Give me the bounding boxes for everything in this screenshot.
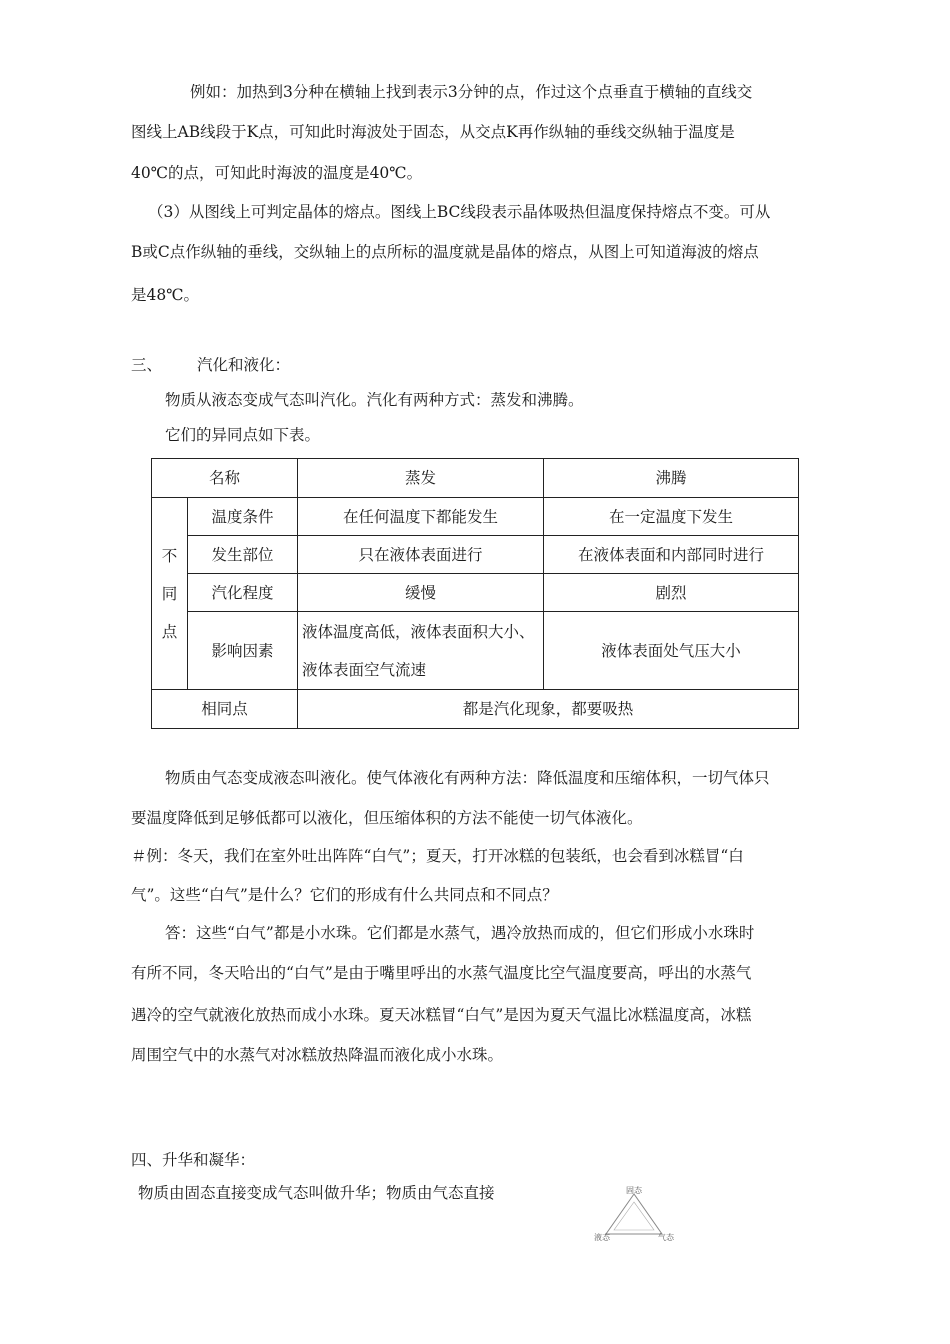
cell-boiling: 液体表面处气压大小 <box>544 612 799 690</box>
answer-line-4: 周围空气中的水蒸气对冰糕放热降温而液化成小水珠。 <box>131 1046 504 1064</box>
header-evaporation: 蒸发 <box>298 459 544 498</box>
cell-evaporation: 液体温度高低，液体表面积大小、液体表面空气流速 <box>298 612 544 690</box>
diagram-label-solid: 固态 <box>626 1186 642 1195</box>
table-row <box>152 612 799 690</box>
example-paragraph-line-3: 40℃的点，可知此时海波的温度是40℃。 <box>131 164 423 182</box>
diagram-label-gas: 气态 <box>658 1233 674 1242</box>
cell-evaporation: 只在液体表面进行 <box>298 536 544 574</box>
row-label-temperature: 温度条件 <box>188 498 298 536</box>
section3-number: 三、 <box>131 356 163 374</box>
same-label: 相同点 <box>152 690 298 729</box>
same-value: 都是汽化现象，都要吸热 <box>298 690 799 729</box>
comparison-table <box>151 458 799 729</box>
diff-label-char: 点 <box>161 622 178 641</box>
table-row <box>152 536 799 574</box>
table-row <box>152 498 799 536</box>
section3-intro-line-1: 物质从液态变成气态叫汽化。汽化有两种方式：蒸发和沸腾。 <box>165 391 584 409</box>
cell-boiling: 剧烈 <box>544 574 799 612</box>
section3-intro-line-2: 它们的异同点如下表。 <box>165 426 321 444</box>
example-paragraph-line-1: 例如：加热到3分种在横轴上找到表示3分钟的点，作过这个点垂直于横轴的直线交 <box>190 83 753 101</box>
example-question-line-2: 气”。这些“白气”是什么？它们的形成有什么共同点和不同点？ <box>131 886 558 904</box>
answer-line-3: 遇冷的空气就液化放热而成小水珠。夏天冰糕冒“白气”是因为夏天气温比冰糕温度高，冰糕 <box>131 1006 752 1024</box>
row-label-factors: 影响因素 <box>188 612 298 690</box>
diagram-label-liquid: 液态 <box>594 1233 610 1242</box>
cell-boiling: 在液体表面和内部同时进行 <box>544 536 799 574</box>
section3-title: 汽化和液化： <box>197 356 291 374</box>
melting-paragraph-line-1: （3）从图线上可判定晶体的熔点。图线上BC线段表示晶体吸热但温度保持熔点不变。可从 <box>148 203 771 221</box>
header-name: 名称 <box>152 459 298 498</box>
table-row-same <box>152 690 799 729</box>
diff-label-cell <box>152 498 188 690</box>
inner-triangle-shape <box>614 1202 654 1230</box>
cell-evaporation: 在任何温度下都能发生 <box>298 498 544 536</box>
melting-paragraph-line-3: 是48℃。 <box>131 286 200 304</box>
section4-line-1: 物质由固态直接变成气态叫做升华；物质由气态直接 <box>138 1184 495 1202</box>
phase-change-diagram <box>596 1184 672 1244</box>
example-paragraph-line-2: 图线上AB线段于K点，可知此时海波处于固态，从交点K再作纵轴的垂线交纵轴于温度是 <box>131 123 735 141</box>
diff-label-char: 同 <box>161 584 178 603</box>
row-label-location: 发生部位 <box>188 536 298 574</box>
answer-line-1: 答：这些“白气”都是小水珠。它们都是水蒸气，遇冷放热而成的，但它们形成小水珠时 <box>165 924 755 942</box>
melting-paragraph-line-2: B或C点作纵轴的垂线，交纵轴上的点所标的温度就是晶体的熔点，从图上可知道海波的熔点 <box>131 243 759 261</box>
section4-title: 四、升华和凝华： <box>131 1151 256 1169</box>
table-row <box>152 574 799 612</box>
example-question-line-1: ＃例：冬天，我们在室外吐出阵阵“白气”；夏天，打开冰糕的包装纸，也会看到冰糕冒“白 <box>131 847 744 865</box>
cell-boiling: 在一定温度下发生 <box>544 498 799 536</box>
row-label-intensity: 汽化程度 <box>188 574 298 612</box>
diff-label-char: 不 <box>161 546 178 565</box>
table-header-row <box>152 459 799 498</box>
answer-line-2: 有所不同，冬天哈出的“白气”是由于嘴里呼出的水蒸气温度比空气温度要高，呼出的水蒸气 <box>131 964 752 982</box>
header-boiling: 沸腾 <box>544 459 799 498</box>
liquefaction-line-1: 物质由气态变成液态叫液化。使气体液化有两种方法：降低温度和压缩体积，一切气体只 <box>165 769 770 787</box>
cell-evaporation: 缓慢 <box>298 574 544 612</box>
liquefaction-line-2: 要温度降低到足够低都可以液化，但压缩体积的方法不能使一切气体液化。 <box>131 809 643 827</box>
triangle-shape <box>606 1194 662 1234</box>
